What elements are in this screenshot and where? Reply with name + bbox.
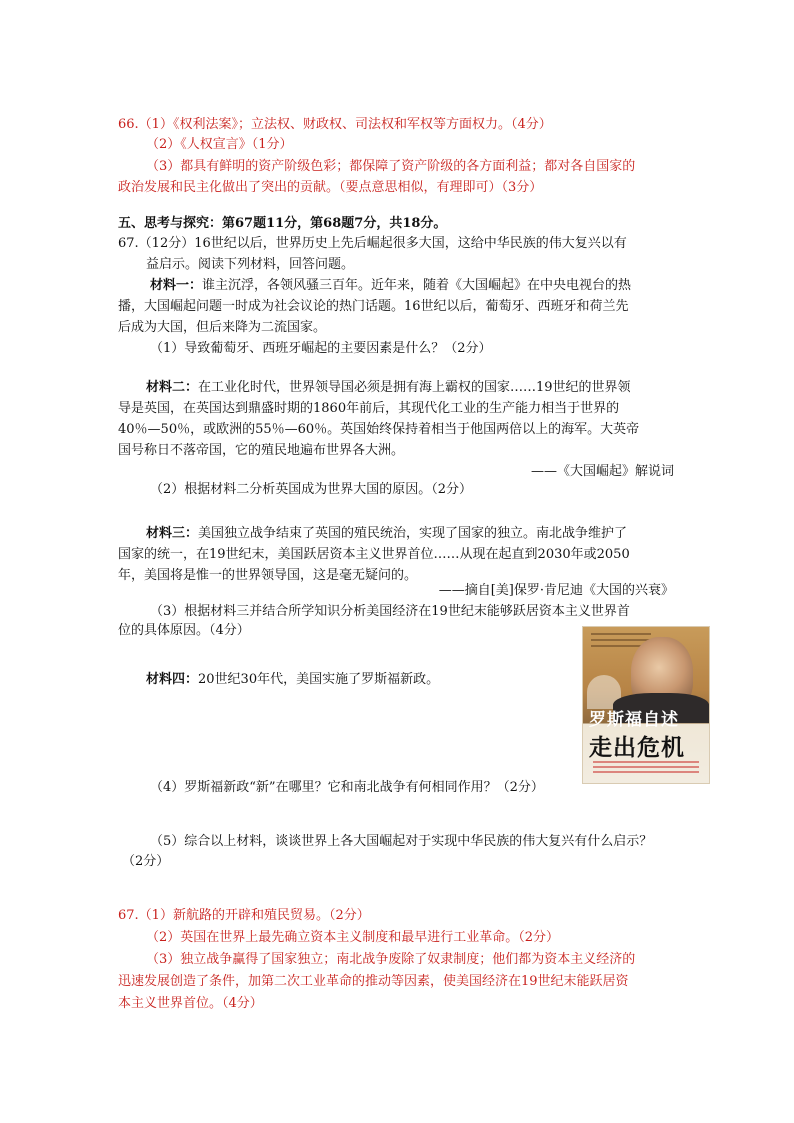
material-2-line-2: 导是英国，在英国达到鼎盛时期的1860年前后，其现代化工业的生产能力相当于世界的 [118, 401, 620, 416]
question-1: （1）导致葡萄牙、西班牙崛起的主要因素是什么？（2分） [150, 341, 492, 356]
material-3-line-3: 年，美国将是惟一的世界领导国，这是毫无疑问的。 [118, 568, 418, 583]
material-2-line-1 [146, 378, 631, 398]
material-1-line-1 [150, 276, 631, 296]
answer-67-line-1: 67.（1）新航路的开辟和殖民贸易。（2分） [118, 908, 370, 923]
question-2: （2）根据材料二分析英国成为世界大国的原因。（2分） [150, 482, 473, 497]
section-5-title: 五、思考与探究：第67题11分，第68题7分，共18分。 [118, 216, 447, 231]
book-cover-title-2: 走出危机 [589, 735, 685, 761]
cover-bottom-text-lines [593, 761, 699, 776]
material-3-line-2: 国家的统一，在19世纪末，美国跃居资本主义世界首位……从现在起直到2030年或2050 [118, 547, 630, 562]
book-cover-image [582, 626, 710, 784]
material-4-text-1: 20世纪30年代，美国实施了罗斯福新政。 [198, 672, 440, 687]
material-2-source: ——《大国崛起》解说词 [530, 464, 674, 479]
material-3-source: ——摘自[美]保罗·肯尼迪《大国的兴衰》 [438, 583, 674, 598]
question-5-line-1: （5）综合以上材料，谈谈世界上各大国崛起对于实现中华民族的伟大复兴有什么启示？ [150, 834, 653, 849]
material-2-text-1: 在工业化时代，世界领导国必须是拥有海上霸权的国家……19世纪的世界领 [198, 380, 631, 395]
answer-67-line-2: （2）英国在世界上最先确立资本主义制度和最早进行工业革命。（2分） [146, 930, 560, 945]
book-cover-title-1: 罗斯福自述 [589, 710, 679, 730]
answer-66-line-3: （3）都具有鲜明的资产阶级色彩；都保障了资产阶级的各方面利益；都对各自国家的 [146, 159, 636, 174]
material-4-line-1 [146, 670, 439, 690]
material-2-line-4: 国号称日不落帝国，它的殖民地遍布世界各大洲。 [118, 443, 405, 458]
question-3-line-1: （3）根据材料三并结合所学知识分析美国经济在19世纪末能够跃居资本主义世界首 [150, 604, 630, 619]
answer-66-line-2: （2）《人权宣言》（1分） [146, 137, 293, 152]
material-3-line-1 [146, 524, 627, 544]
question-3-line-2: 位的具体原因。（4分） [118, 623, 250, 638]
material-3-label: 材料三： [146, 526, 199, 541]
q67-intro-line-1: 67.（12分）16世纪以后，世界历史上先后崛起很多大国，这给中华民族的伟大复兴以有 [118, 236, 627, 251]
material-2-line-3: 40％—50％，或欧洲的55％—60％。英国始终保持着相当于他国两倍以上的海军。大英帝 [118, 422, 640, 437]
material-1-line-2: 播，大国崛起问题一时成为社会议论的热门话题。16世纪以后，葡萄牙、西班牙和荷兰先 [118, 299, 629, 314]
answer-67-line-5: 本主义世界首位。（4分） [118, 996, 263, 1011]
question-4: （4）罗斯福新政“新”在哪里？它和南北战争有何相同作用？（2分） [150, 780, 544, 795]
answer-66-line-4: 政治发展和民主化做出了突出的贡献。（要点意思相似，有理即可）（3分） [118, 180, 543, 195]
answer-67-line-4: 迅速发展创造了条件，加第二次工业革命的推动等因素，使美国经济在19世纪末能跃居资 [118, 974, 629, 989]
question-5-line-2: （2分） [122, 854, 170, 869]
material-2-label: 材料二： [146, 380, 199, 395]
material-1-label: 材料一： [150, 278, 203, 293]
material-1-text-1: 谁主沉浮，各领风骚三百年。近年来，随着《大国崛起》在中央电视台的热 [202, 278, 632, 293]
q67-intro-line-2: 益启示。阅读下列材料，回答问题。 [146, 257, 355, 272]
material-1-line-3: 后成为大国，但后来降为二流国家。 [118, 320, 327, 335]
answer-66-line-1: 66.（1）《权利法案》；立法权、财政权、司法权和军权等方面权力。（4分） [118, 117, 552, 132]
material-4-label: 材料四： [146, 672, 199, 687]
material-3-text-1: 美国独立战争结束了英国的殖民统治，实现了国家的独立。南北战争维护了 [198, 526, 628, 541]
answer-67-line-3: （3）独立战争赢得了国家独立；南北战争废除了奴隶制度；他们都为资本主义经济的 [146, 952, 636, 967]
